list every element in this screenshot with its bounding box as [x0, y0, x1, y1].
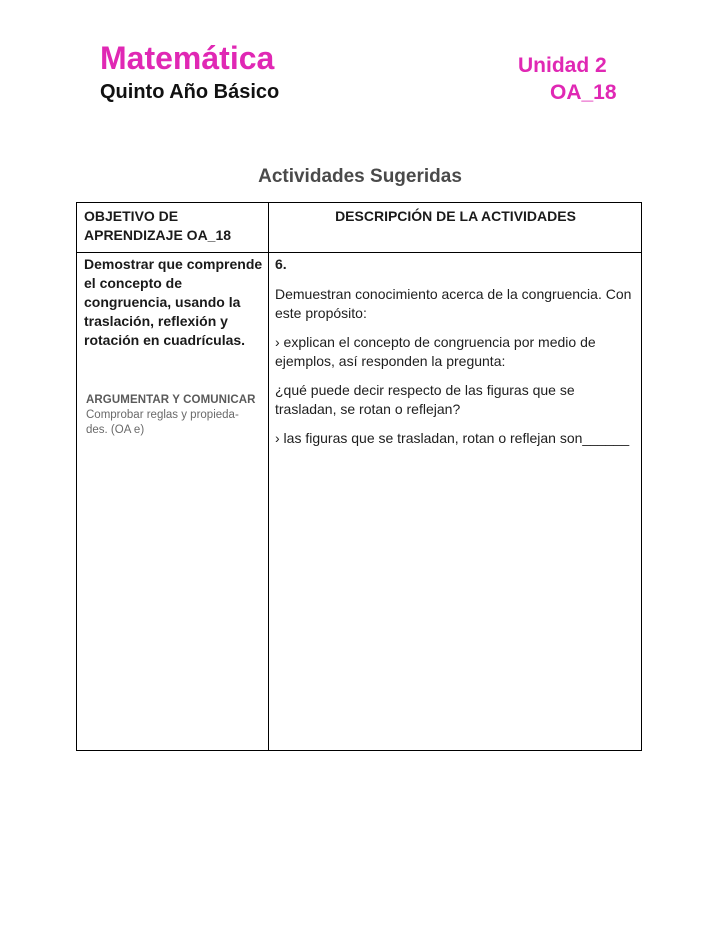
header-row-divider	[77, 252, 641, 253]
subject-title: Matemática	[100, 40, 275, 76]
skill-callout	[86, 393, 261, 438]
activity-paragraph: › las figuras que se trasladan, rotan o reflejan son______	[275, 430, 630, 446]
objective-column-header: OBJETIVO DE APRENDIZAJE OA_18	[84, 208, 232, 243]
skill-line: Comprobar reglas y propieda-	[86, 409, 239, 421]
unit-label: Unidad 2	[518, 54, 607, 77]
activity-paragraph: Demuestran conocimiento acerca de la congruencia. Con este propósito:	[275, 286, 632, 321]
skill-title: ARGUMENTAR Y COMUNICAR	[86, 394, 256, 406]
activity-paragraph: ¿qué puede decir respecto de las figuras que se trasladan, se rotan o reflejan?	[275, 382, 575, 417]
description-column-header: DESCRIPCIÓN DE LA ACTIVIDADES	[335, 208, 576, 224]
activity-description	[275, 255, 637, 458]
section-heading: Actividades Sugeridas	[258, 166, 462, 187]
objective-code: OA_18	[550, 81, 617, 104]
skill-line: des. (OA e)	[86, 424, 145, 436]
learning-objective-text: Demostrar que comprende el concepto de congruencia, usando la traslación, reflexión y rotación en cuadrículas.	[84, 256, 263, 348]
activity-number: 6.	[275, 256, 287, 272]
activity-paragraph: › explican el concepto de congruencia por medio de ejemplos, así responden la pregunta:	[275, 334, 596, 369]
activities-table	[76, 202, 642, 751]
column-divider	[268, 203, 269, 750]
grade-label: Quinto Año Básico	[100, 81, 280, 103]
